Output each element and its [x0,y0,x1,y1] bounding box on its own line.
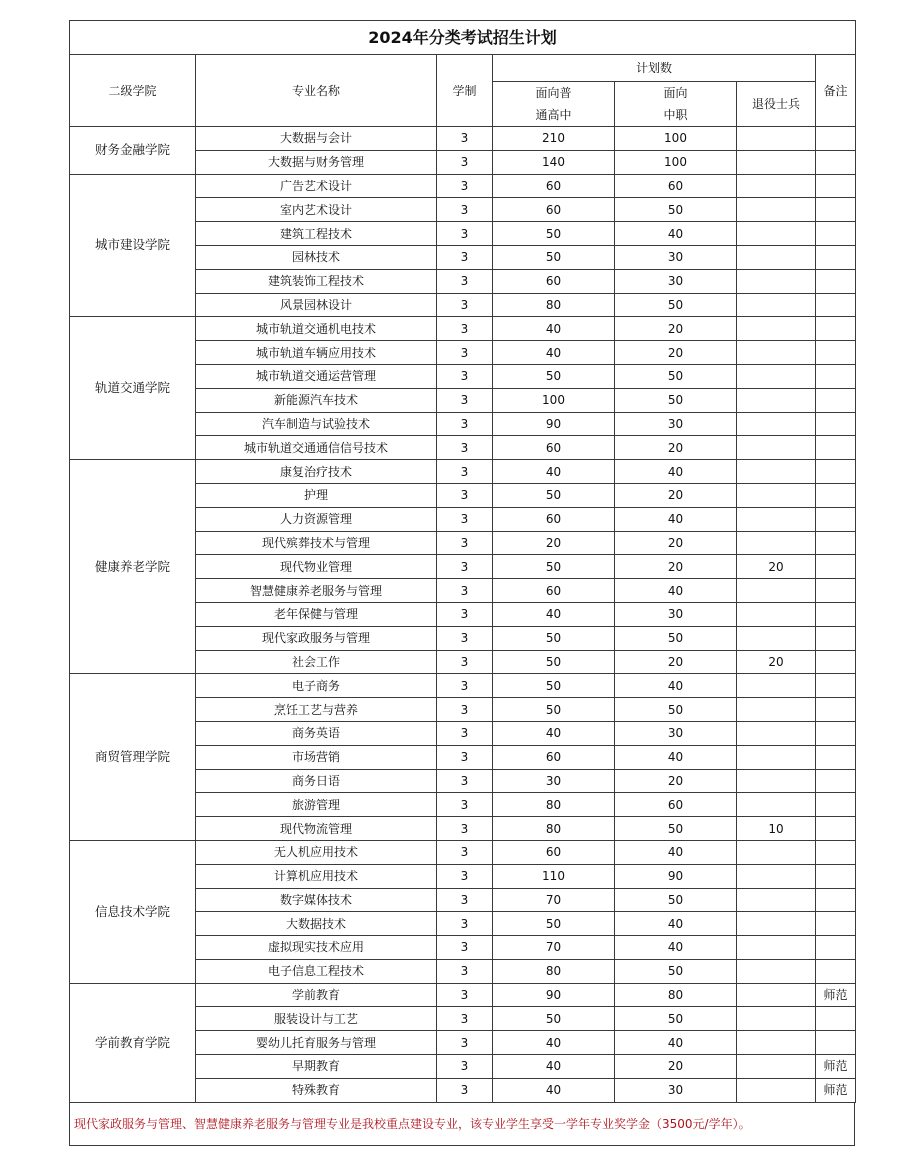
major-name: 虚拟现实技术应用 [196,936,437,960]
major-name: 人力资源管理 [196,507,437,531]
remark-cell [816,269,856,293]
remark-cell [816,650,856,674]
major-name: 城市轨道交通机电技术 [196,317,437,341]
general-high-count: 80 [493,817,615,841]
remark-cell [816,245,856,269]
general-high-count: 60 [493,745,615,769]
general-high-count: 20 [493,531,615,555]
major-name: 风景园林设计 [196,293,437,317]
vocational-count: 50 [615,198,737,222]
header-general-high [493,82,615,127]
major-name: 城市轨道交通运营管理 [196,364,437,388]
vocational-count: 40 [615,1031,737,1055]
duration-cell: 3 [437,698,493,722]
remark-cell [816,198,856,222]
remark-cell [816,412,856,436]
college-name: 学前教育学院 [70,983,196,1102]
general-high-count: 60 [493,840,615,864]
general-high-count: 140 [493,150,615,174]
general-high-count: 80 [493,793,615,817]
vocational-count: 20 [615,436,737,460]
major-name: 城市轨道车辆应用技术 [196,341,437,365]
general-high-count: 50 [493,1007,615,1031]
veterans-count: 10 [737,817,816,841]
general-high-count: 50 [493,626,615,650]
general-high-count: 50 [493,245,615,269]
veterans-count [737,150,816,174]
general-high-count: 70 [493,936,615,960]
duration-cell: 3 [437,793,493,817]
veterans-count [737,198,816,222]
remark-cell [816,1007,856,1031]
major-name: 老年保健与管理 [196,602,437,626]
vocational-count: 60 [615,174,737,198]
remark-cell [816,864,856,888]
duration-cell: 3 [437,269,493,293]
vocational-count: 50 [615,1007,737,1031]
general-high-count: 40 [493,460,615,484]
remark-cell [816,936,856,960]
duration-cell: 3 [437,936,493,960]
vocational-count: 30 [615,269,737,293]
veterans-count [737,531,816,555]
veterans-count [737,483,816,507]
vocational-count: 20 [615,555,737,579]
vocational-count: 30 [615,1078,737,1102]
general-high-count: 50 [493,222,615,246]
remark-cell [816,127,856,151]
duration-cell: 3 [437,912,493,936]
remark-cell [816,222,856,246]
major-name: 康复治疗技术 [196,460,437,484]
duration-cell: 3 [437,364,493,388]
vocational-count: 50 [615,364,737,388]
veterans-count [737,412,816,436]
duration-cell: 3 [437,959,493,983]
veterans-count [737,1078,816,1102]
vocational-count: 20 [615,769,737,793]
remark-cell [816,293,856,317]
duration-cell: 3 [437,460,493,484]
college-name: 健康养老学院 [70,460,196,674]
vocational-count: 40 [615,674,737,698]
general-high-count: 60 [493,436,615,460]
veterans-count [737,127,816,151]
duration-cell: 3 [437,840,493,864]
remark-cell [816,745,856,769]
remark-cell [816,460,856,484]
vocational-count: 80 [615,983,737,1007]
veterans-count [737,460,816,484]
veterans-count: 20 [737,555,816,579]
vocational-count: 50 [615,698,737,722]
remark-cell [816,602,856,626]
veterans-count [737,579,816,603]
major-name: 城市轨道交通通信信号技术 [196,436,437,460]
vocational-count: 100 [615,150,737,174]
header-general-high-line2: 通高中 [535,108,572,122]
major-name: 室内艺术设计 [196,198,437,222]
duration-cell: 3 [437,1007,493,1031]
table-title: 2024年分类考试招生计划 [70,21,856,55]
duration-cell: 3 [437,579,493,603]
vocational-count: 20 [615,650,737,674]
table-row [70,983,856,1007]
major-name: 烹饪工艺与营养 [196,698,437,722]
general-high-count: 40 [493,317,615,341]
remark-cell [816,364,856,388]
general-high-count: 40 [493,1031,615,1055]
major-name: 特殊教育 [196,1078,437,1102]
remark-cell [816,888,856,912]
duration-cell: 3 [437,531,493,555]
veterans-count [737,793,816,817]
vocational-count: 50 [615,388,737,412]
vocational-count: 50 [615,959,737,983]
major-name: 新能源汽车技术 [196,388,437,412]
vocational-count: 40 [615,912,737,936]
major-name: 无人机应用技术 [196,840,437,864]
vocational-count: 50 [615,888,737,912]
veterans-count [737,674,816,698]
remark-cell [816,388,856,412]
general-high-count: 60 [493,507,615,531]
major-name: 服装设计与工艺 [196,1007,437,1031]
general-high-count: 90 [493,983,615,1007]
major-name: 市场营销 [196,745,437,769]
remark-cell [816,626,856,650]
major-name: 婴幼儿托育服务与管理 [196,1031,437,1055]
veterans-count [737,745,816,769]
veterans-count [737,1031,816,1055]
vocational-count: 50 [615,626,737,650]
general-high-count: 40 [493,602,615,626]
veterans-count [737,507,816,531]
enrollment-plan-sheet [69,20,855,1146]
general-high-count: 80 [493,293,615,317]
vocational-count: 40 [615,745,737,769]
remark-cell [816,507,856,531]
veterans-count: 20 [737,650,816,674]
duration-cell: 3 [437,769,493,793]
general-high-count: 50 [493,650,615,674]
vocational-count: 20 [615,341,737,365]
general-high-count: 70 [493,888,615,912]
remark-cell [816,793,856,817]
remark-cell [816,769,856,793]
college-name: 城市建设学院 [70,174,196,317]
duration-cell: 3 [437,864,493,888]
remark-cell [816,531,856,555]
duration-cell: 3 [437,198,493,222]
duration-cell: 3 [437,507,493,531]
duration-cell: 3 [437,555,493,579]
duration-cell: 3 [437,388,493,412]
remark-cell [816,698,856,722]
major-name: 现代物业管理 [196,555,437,579]
remark-cell [816,674,856,698]
duration-cell: 3 [437,341,493,365]
header-major: 专业名称 [196,55,437,127]
vocational-count: 100 [615,127,737,151]
veterans-count [737,959,816,983]
vocational-count: 40 [615,507,737,531]
footnote: 现代家政服务与管理、智慧健康养老服务与管理专业是我校重点建设专业，该专业学生享受一学年专业奖学金（3500元/学年）。 [69,1103,855,1146]
veterans-count [737,317,816,341]
veterans-count [737,174,816,198]
veterans-count [737,388,816,412]
general-high-count: 50 [493,483,615,507]
remark-cell: 师范 [816,1055,856,1079]
major-name: 护理 [196,483,437,507]
general-high-count: 100 [493,388,615,412]
general-high-count: 40 [493,1078,615,1102]
table-row [70,460,856,484]
duration-cell: 3 [437,626,493,650]
remark-cell [816,436,856,460]
duration-cell: 3 [437,602,493,626]
veterans-count [737,293,816,317]
major-name: 现代殡葬技术与管理 [196,531,437,555]
duration-cell: 3 [437,817,493,841]
major-name: 现代物流管理 [196,817,437,841]
veterans-count [737,1055,816,1079]
veterans-count [737,245,816,269]
duration-cell: 3 [437,1031,493,1055]
major-name: 汽车制造与试验技术 [196,412,437,436]
vocational-count: 40 [615,222,737,246]
vocational-count: 20 [615,1055,737,1079]
veterans-count [737,936,816,960]
vocational-count: 30 [615,412,737,436]
vocational-count: 40 [615,840,737,864]
header-plan: 计划数 [493,55,816,82]
general-high-count: 40 [493,341,615,365]
header-vocational [615,82,737,127]
vocational-count: 50 [615,293,737,317]
college-name: 商贸管理学院 [70,674,196,841]
major-name: 园林技术 [196,245,437,269]
remark-cell [816,1031,856,1055]
major-name: 早期教育 [196,1055,437,1079]
duration-cell: 3 [437,983,493,1007]
major-name: 大数据与财务管理 [196,150,437,174]
major-name: 旅游管理 [196,793,437,817]
duration-cell: 3 [437,412,493,436]
remark-cell [816,555,856,579]
vocational-count: 30 [615,721,737,745]
veterans-count [737,721,816,745]
vocational-count: 90 [615,864,737,888]
major-name: 商务英语 [196,721,437,745]
header-veterans: 退役士兵 [737,82,816,127]
header-general-high-line1: 面向普 [535,86,572,100]
vocational-count: 20 [615,531,737,555]
remark-cell [816,579,856,603]
table-row [70,174,856,198]
general-high-count: 110 [493,864,615,888]
veterans-count [737,888,816,912]
veterans-count [737,436,816,460]
major-name: 数字媒体技术 [196,888,437,912]
major-name: 智慧健康养老服务与管理 [196,579,437,603]
college-name: 信息技术学院 [70,840,196,983]
remark-cell [816,959,856,983]
duration-cell: 3 [437,1078,493,1102]
veterans-count [737,341,816,365]
duration-cell: 3 [437,245,493,269]
remark-cell [816,483,856,507]
general-high-count: 60 [493,198,615,222]
remark-cell [816,174,856,198]
table-row [70,674,856,698]
veterans-count [737,1007,816,1031]
header-college: 二级学院 [70,55,196,127]
veterans-count [737,769,816,793]
major-name: 建筑装饰工程技术 [196,269,437,293]
major-name: 大数据与会计 [196,127,437,151]
duration-cell: 3 [437,745,493,769]
remark-cell: 师范 [816,1078,856,1102]
veterans-count [737,602,816,626]
header-vocational-line2: 中职 [663,108,688,122]
header-duration: 学制 [437,55,493,127]
vocational-count: 40 [615,460,737,484]
table-body [70,127,856,1103]
remark-cell [816,840,856,864]
vocational-count: 20 [615,317,737,341]
veterans-count [737,983,816,1007]
duration-cell: 3 [437,293,493,317]
remark-cell [816,341,856,365]
duration-cell: 3 [437,174,493,198]
vocational-count: 20 [615,483,737,507]
general-high-count: 40 [493,1055,615,1079]
major-name: 大数据技术 [196,912,437,936]
general-high-count: 50 [493,698,615,722]
major-name: 广告艺术设计 [196,174,437,198]
major-name: 电子商务 [196,674,437,698]
remark-cell: 师范 [816,983,856,1007]
duration-cell: 3 [437,317,493,341]
general-high-count: 40 [493,721,615,745]
remark-cell [816,912,856,936]
major-name: 建筑工程技术 [196,222,437,246]
vocational-count: 30 [615,245,737,269]
vocational-count: 50 [615,817,737,841]
general-high-count: 90 [493,412,615,436]
duration-cell: 3 [437,436,493,460]
general-high-count: 60 [493,174,615,198]
table-row [70,127,856,151]
veterans-count [737,698,816,722]
general-high-count: 30 [493,769,615,793]
veterans-count [737,912,816,936]
veterans-count [737,269,816,293]
veterans-count [737,364,816,388]
college-name: 轨道交通学院 [70,317,196,460]
veterans-count [737,222,816,246]
general-high-count: 210 [493,127,615,151]
duration-cell: 3 [437,222,493,246]
major-name: 社会工作 [196,650,437,674]
general-high-count: 50 [493,364,615,388]
duration-cell: 3 [437,1055,493,1079]
remark-cell [816,721,856,745]
general-high-count: 60 [493,269,615,293]
vocational-count: 30 [615,602,737,626]
major-name: 计算机应用技术 [196,864,437,888]
duration-cell: 3 [437,483,493,507]
vocational-count: 40 [615,936,737,960]
remark-cell [816,317,856,341]
college-name: 财务金融学院 [70,127,196,175]
duration-cell: 3 [437,650,493,674]
table-row [70,840,856,864]
major-name: 商务日语 [196,769,437,793]
remark-cell [816,150,856,174]
general-high-count: 50 [493,912,615,936]
header-remarks: 备注 [816,55,856,127]
duration-cell: 3 [437,127,493,151]
table-row [70,317,856,341]
major-name: 现代家政服务与管理 [196,626,437,650]
general-high-count: 60 [493,579,615,603]
veterans-count [737,864,816,888]
general-high-count: 50 [493,555,615,579]
major-name: 学前教育 [196,983,437,1007]
veterans-count [737,626,816,650]
general-high-count: 50 [493,674,615,698]
general-high-count: 80 [493,959,615,983]
remark-cell [816,817,856,841]
duration-cell: 3 [437,150,493,174]
major-name: 电子信息工程技术 [196,959,437,983]
duration-cell: 3 [437,888,493,912]
header-vocational-line1: 面向 [663,86,688,100]
duration-cell: 3 [437,674,493,698]
duration-cell: 3 [437,721,493,745]
vocational-count: 60 [615,793,737,817]
enrollment-plan-table [69,20,856,1103]
veterans-count [737,840,816,864]
vocational-count: 40 [615,579,737,603]
